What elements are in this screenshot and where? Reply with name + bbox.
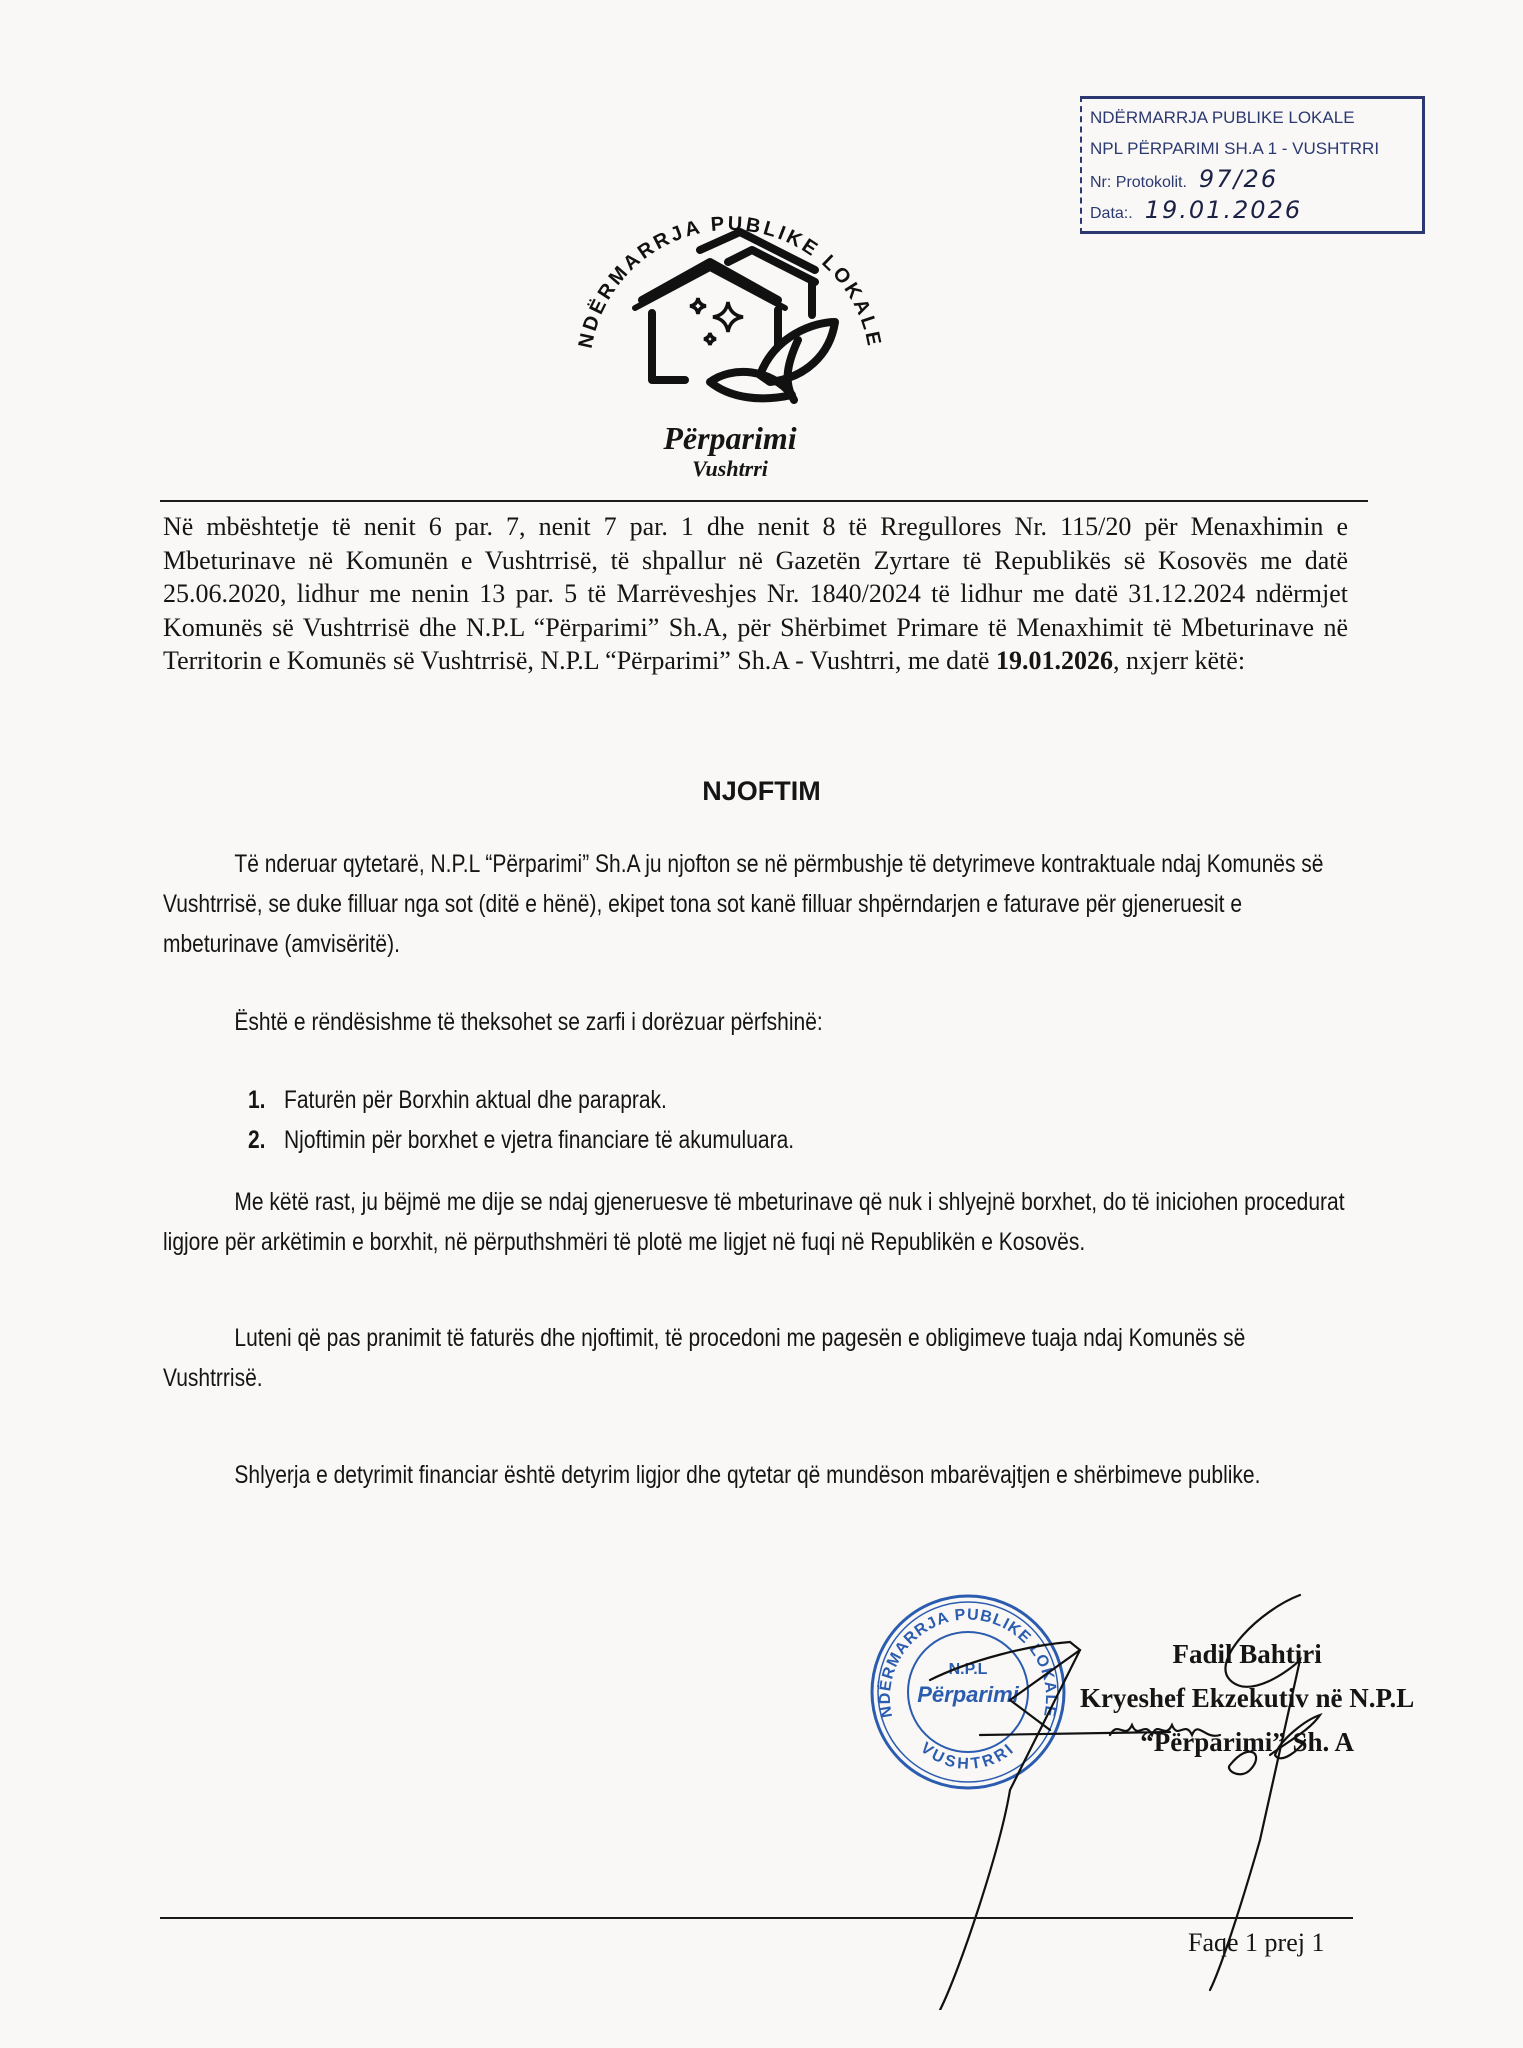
intro-tail: , nxjerr këtë: [1112,646,1246,675]
protocol-number: 97/26 [1198,165,1279,193]
envelope-contents-list [248,1080,794,1160]
list-text: Njoftimin për borxhet e vjetra financiare të akumuluara. [284,1126,795,1154]
list-item [248,1080,794,1120]
list-item [248,1120,794,1160]
company-logo [560,170,900,420]
logo-name: Përparimi [663,420,797,456]
paragraph-legal: Me këtë rast, ju bëjmë me dije se ndaj gjeneruesve të mbeturinave që nuk i shlyejnë borxhet, do të iniciohen procedurat ligjore për arkëtimin e borxhit, në përputhshmëri të plotë me ligjet në fuqi në Republikën e Kosovës. [163,1188,1345,1256]
page-number: Faqe 1 prej 1 [1188,1928,1325,1957]
svg-text:VUSHTRRI [917,1740,1019,1773]
logo-wordmark [560,420,900,482]
signatory-name: Fadil Bahtiri [1172,1639,1322,1669]
protocol-label: Nr: Protokolit. [1090,174,1187,191]
paragraph-obligation: Shlyerja e detyrimit financiar është detyrim ligjor dhe qytetar që mundëson mbarëvajtjen e shërbimeve publike. [234,1461,1261,1489]
intro-text: Në mbështetje të nenit 6 par. 7, nenit 7 par. 1 dhe nenit 8 të Rregullores Nr. 115/20 për Menaxhimin e Mbeturinave në Komunën e Vushtrrisë, të shpallur në Gazetën Zyrtare të Republikës së Kosovës me datë 25.06.2020, lidhur me nenin 13 par. 5 të Marrëveshjes Nr. 1840/2024 të lidhur me datë 31.12.2024 ndërmjet Komunës së Vushtrrisë dhe N.P.L “Përparimi” Sh.A, për Shërbimet Primare të Menaxhimit të Mbeturinave në Territorin e Komunës së Vushtrrisë, N.P.L “Përparimi” Sh.A - Vushtrri, me datë [163,512,1348,675]
signature-block [1080,1632,1414,1764]
logo-arc-text: NDËRMARRJA PUBLIKE LOKALE [574,212,886,351]
list-text: Faturën për Borxhin aktual dhe paraprak. [284,1086,667,1114]
seal-arc-text: NDËRMARRJA PUBLIKE LOKALE [876,1606,1060,1719]
list-number: 2. [248,1126,266,1154]
signatory-role: Kryeshef Ekzekutiv në N.P.L [1080,1683,1415,1713]
paragraph-payment: Luteni që pas pranimit të faturës dhe njoftimit, të procedoni me pagesën e obligimeve tuaja ndaj Komunës së Vushtrrisë. [163,1324,1246,1392]
intro-paragraph [163,510,1348,678]
seal-inner-text: N.P.L [948,1661,988,1678]
sparkle-icon [690,298,743,345]
protocol-stamp [1080,96,1425,234]
date-label: Data:. [1090,205,1133,222]
paragraph-notice: Të nderuar qytetarë, N.P.L “Përparimi” Sh.A ju njofton se në përmbushje të detyrimeve kontraktuale ndaj Komunës së Vushtrrisë, se duke filluar nga sot (ditë e hënë), ekipet tona sot kanë filluar shpërndarjen e faturave për gjeneruesit e mbeturinave (amvisëritë). [163,850,1324,958]
stamp-org-line: NDËRMARRJA PUBLIKE LOKALE [1090,108,1355,127]
signatory-org: “Përparimi” Sh. A [1140,1727,1354,1757]
seal-name: Përparimi [917,1682,1019,1707]
footer-divider [160,1917,1353,1919]
logo-city: Vushtrri [692,456,768,481]
header-divider [160,500,1368,502]
protocol-date: 19.01.2026 [1144,196,1303,224]
document-title: NJOFTIM [702,776,821,806]
official-seal [868,1592,1068,1792]
list-number: 1. [248,1086,266,1114]
intro-date: 19.01.2026 [995,646,1113,675]
paragraph-envelope: Është e rëndësishme të theksohet se zarfi i dorëzuar përfshinë: [234,1008,823,1036]
stamp-company-line: NPL PËRPARIMI SH.A 1 - VUSHTRRI [1090,139,1380,158]
seal-city: VUSHTRRI [917,1739,1019,1773]
